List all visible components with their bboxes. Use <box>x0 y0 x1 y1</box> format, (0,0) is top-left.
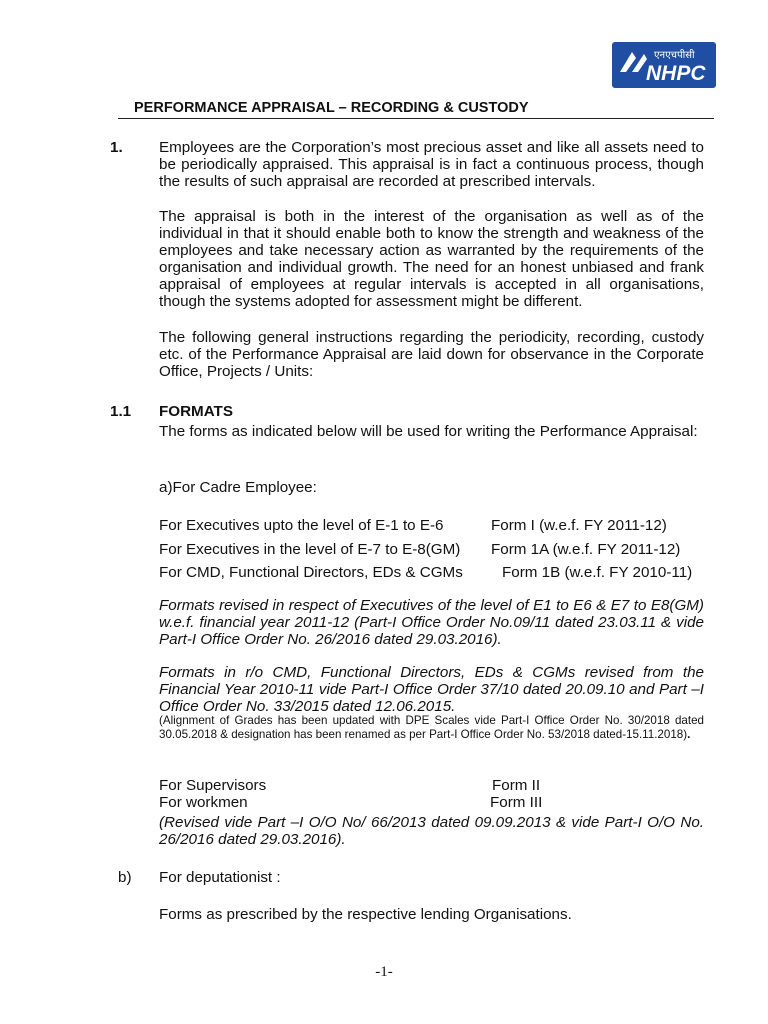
formats-cmd-revision-note: Formats in r/o CMD, Functional Directors, EDs & CGMs revised from the Financial Year 2010-11 vide Part-I Office Order 37/10 dated 20.09.10 and Part –I Office Order No. 33/2015 dated 12.06.2015. <box>159 664 704 715</box>
form-row-label: For Executives upto the level of E-1 to E-6 <box>159 517 444 534</box>
deputationist-label: For deputationist : <box>159 869 281 886</box>
nhpc-logo <box>612 42 716 88</box>
grade-alignment-note <box>159 714 704 742</box>
page-number: -1- <box>375 964 393 980</box>
logo-hindi-text: एनएचपीसी <box>654 50 695 61</box>
title-divider <box>118 118 714 119</box>
form-row-value: Form 1A (w.e.f. FY 2011-12) <box>491 541 681 558</box>
form-row-value: Form 1B (w.e.f. FY 2010-11) <box>502 564 693 581</box>
deputationist-detail: Forms as prescribed by the respective lending Organisations. <box>159 906 572 923</box>
form-row-label: For Executives in the level of E-7 to E-8(GM) <box>159 541 461 558</box>
workmen-label: For workmen <box>159 794 248 811</box>
supervisors-label: For Supervisors <box>159 777 267 794</box>
workmen-revision-note: (Revised vide Part –I O/O No/ 66/2013 dated 09.09.2013 & vide Part-I O/O No. 26/2016 dated 29.03.2016). <box>159 814 704 848</box>
section-1-1-heading: FORMATS <box>159 403 233 420</box>
cadre-employee-label: a)For Cadre Employee: <box>159 479 317 496</box>
section-1-para-2: The appraisal is both in the interest of the organisation as well as of the individual in that it should enable both to know the strength and weakness of the employees and take necessary action as warranted by the requirements of the organisation and individual growth. The need for an honest unbiased and frank appraisal of employees at regular intervals is accepted in all organisations, though the systems adopted for assessment might be different. <box>159 208 704 310</box>
formats-intro: The forms as indicated below will be used for writing the Performance Appraisal: <box>159 423 698 440</box>
logo-text: NHPC <box>646 62 706 85</box>
note-close-period: . <box>687 728 691 741</box>
formats-revision-note: Formats revised in respect of Executives of the level of E1 to E6 & E7 to E8(GM) w.e.f. financial year 2011-12 (Part-I Office Order No.09/11 dated 23.03.11 & vide Part-I Office Order No. 26/2016 dated 29.03.2016). <box>159 597 704 648</box>
item-b-label: b) <box>118 869 132 886</box>
section-1-1-number: 1.1 <box>110 403 132 420</box>
page-title: PERFORMANCE APPRAISAL – RECORDING & CUSTODY <box>134 100 529 116</box>
form-row-value: Form I (w.e.f. FY 2011-12) <box>491 517 667 534</box>
nhpc-logo-graphic <box>612 42 716 88</box>
supervisors-form: Form II <box>492 777 541 794</box>
note-open-paren: ( <box>159 714 163 727</box>
section-1-number: 1. <box>110 139 123 156</box>
workmen-form: Form III <box>490 794 543 811</box>
section-1-para-3: The following general instructions regarding the periodicity, recording, custody etc. of the Performance Appraisal are laid down for observance in the Corporate Office, Projects / Units: <box>159 329 704 380</box>
note-text: Alignment of Grades has been updated with DPE Scales vide Part-I Office Order No. 30/2018 dated 30.05.2018 & designation has been renamed as per Part-I Office Order No. 53/2018 dated-15.11.2018) <box>159 714 704 741</box>
section-1-para-1: Employees are the Corporation’s most precious asset and like all assets need to be periodically appraised. This appraisal is in fact a continuous process, though the results of such appraisal are recorded at prescribed intervals. <box>159 139 704 190</box>
form-row-label: For CMD, Functional Directors, EDs & CGMs <box>159 564 463 581</box>
